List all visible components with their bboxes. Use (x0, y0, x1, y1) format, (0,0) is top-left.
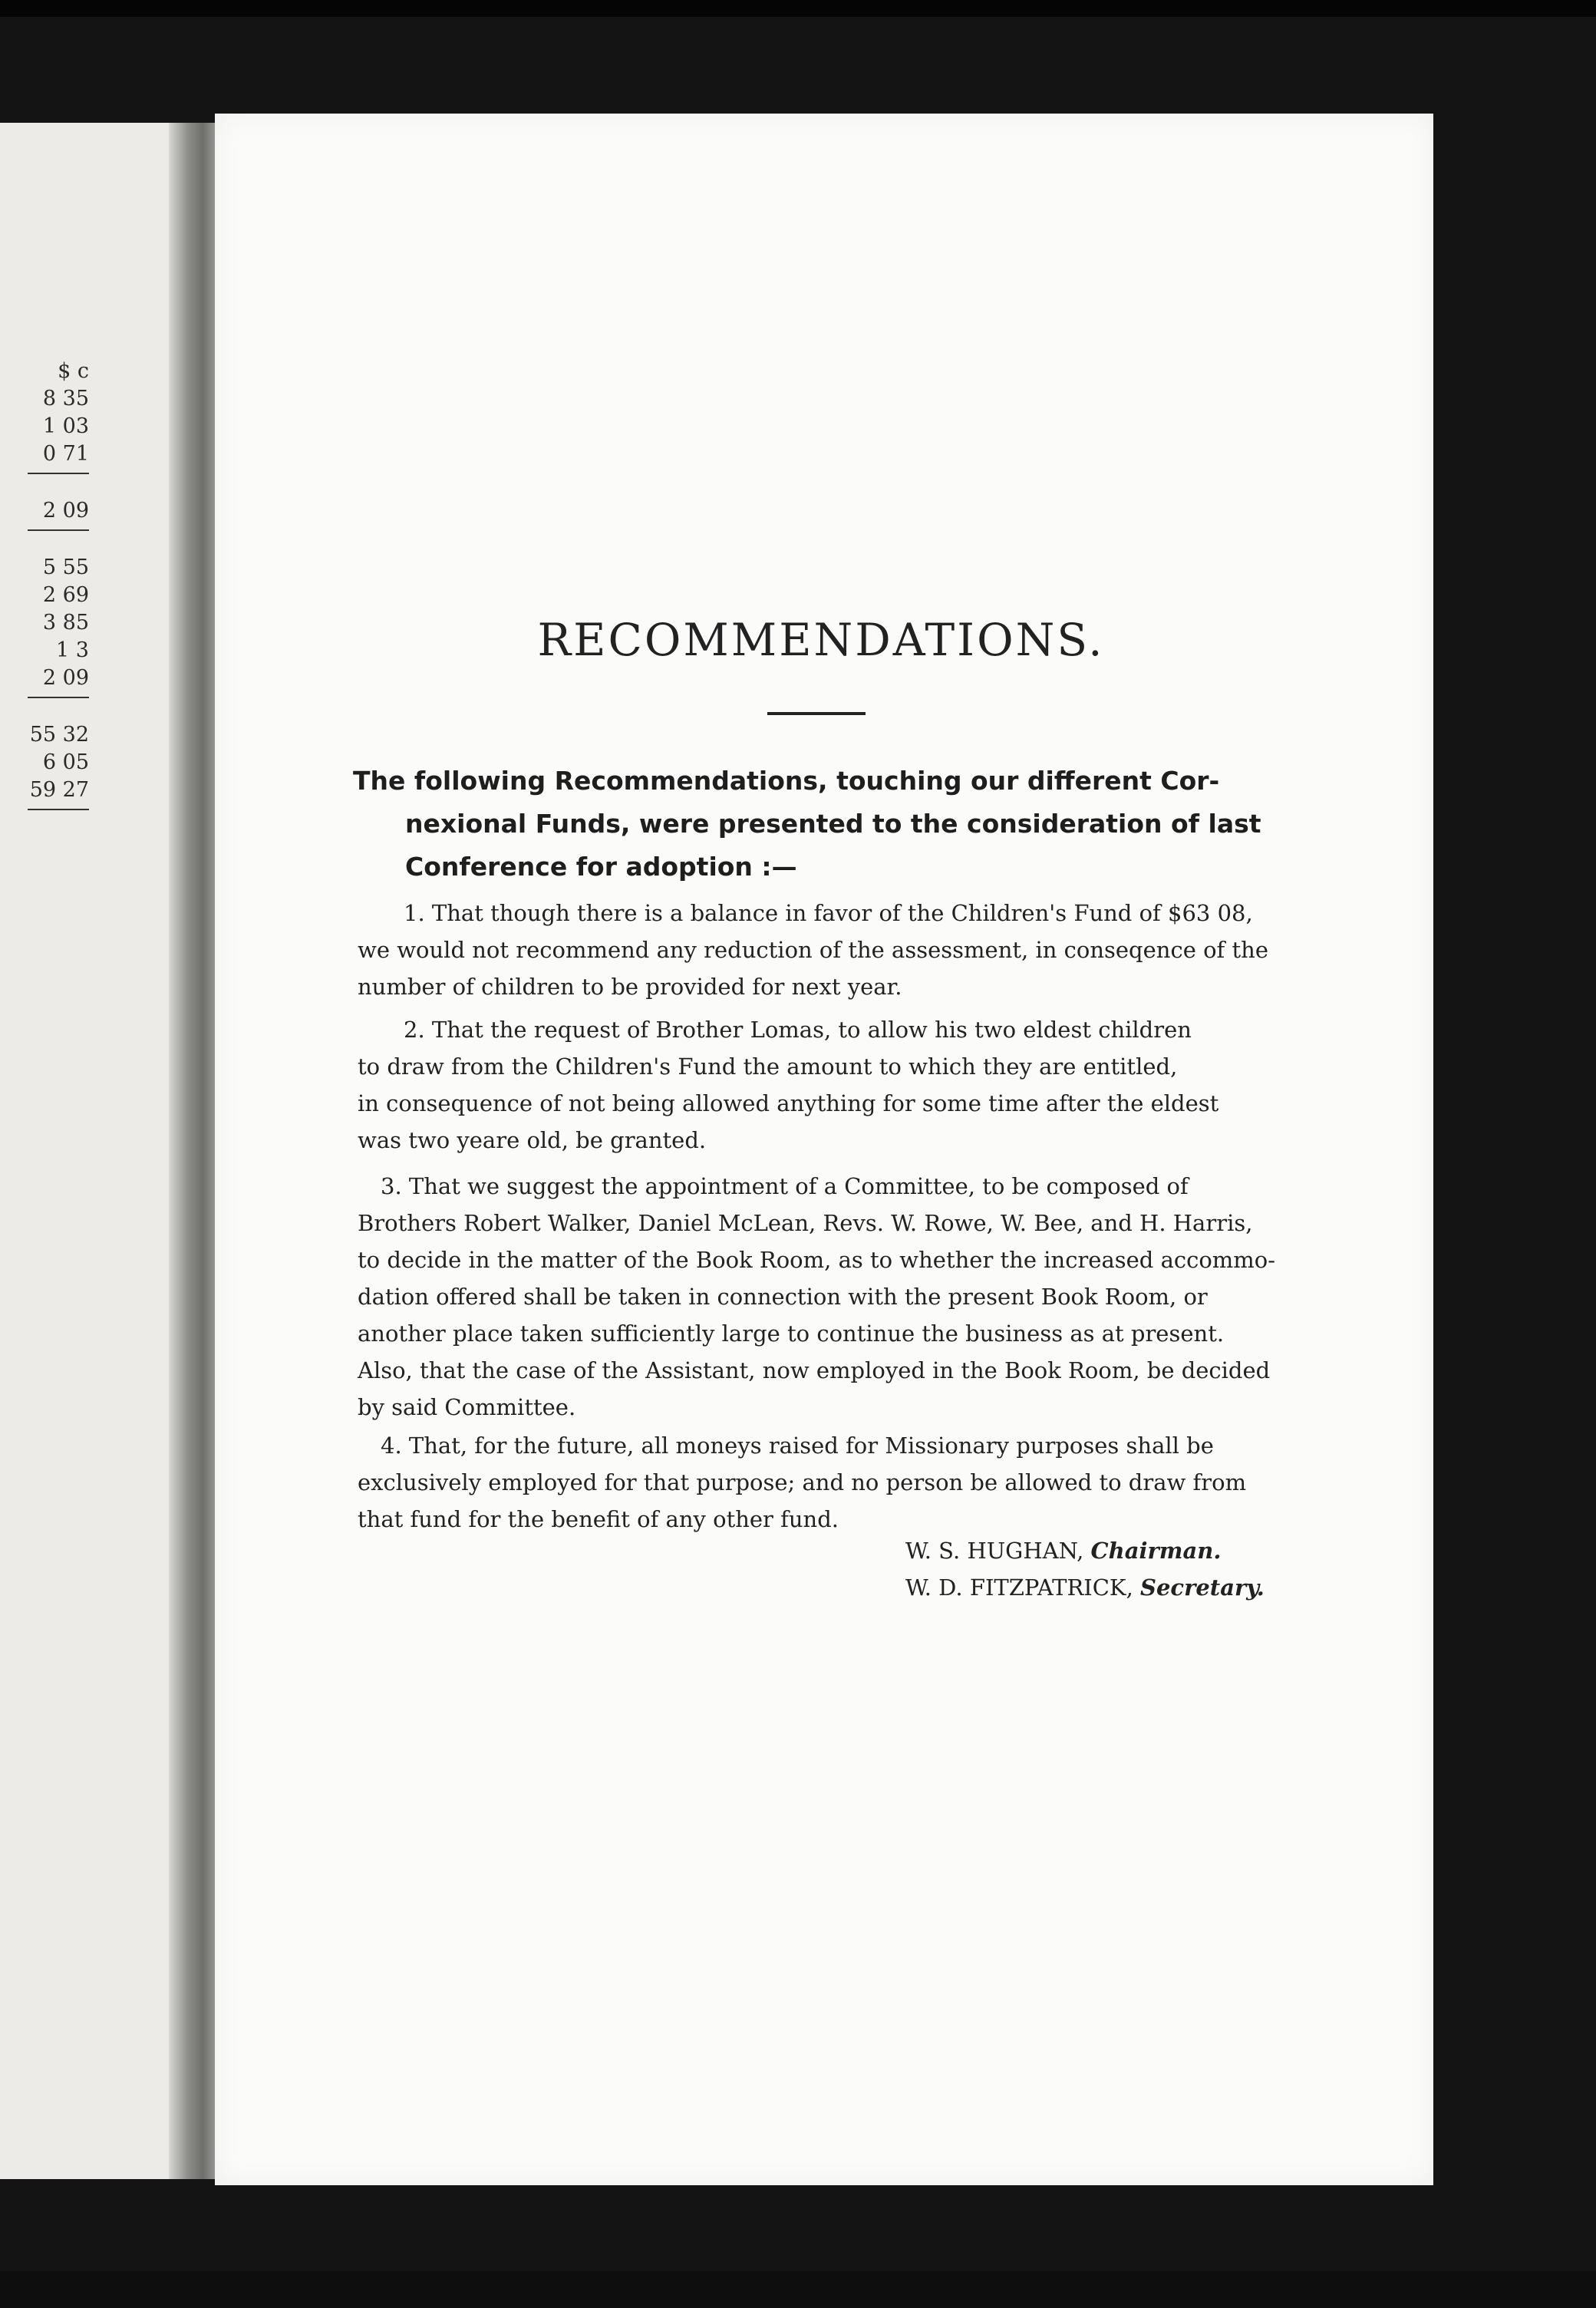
para-line: 4. That, for the future, all moneys raised for Missionary purposes shall be (381, 1433, 1214, 1459)
signature-chairman (905, 1538, 1304, 1564)
intro-line: Conference for adoption :— (405, 852, 797, 882)
intro-line: The following Recommendations, touching our different Cor- (353, 766, 1220, 796)
para-line: we would not recommend any reduction of the assessment, in conseqence of the (358, 937, 1268, 963)
para-line: another place taken sufficiently large to continue the business as at present. (358, 1321, 1225, 1347)
recommendation-2 (358, 1011, 1286, 1159)
ledger-cell: 5 55 (42, 556, 89, 579)
ledger-cell: 55 32 (29, 723, 89, 747)
ledger-cell: 59 27 (29, 778, 89, 802)
para-line: exclusively employed for that purpose; and no person be allowed to draw from (358, 1469, 1247, 1495)
bottom-border (0, 2271, 1596, 2308)
para-line: that fund for the benefit of any other fund. (358, 1506, 839, 1532)
intro-line: nexional Funds, were presented to the consideration of last (405, 809, 1261, 839)
recommendation-4 (358, 1427, 1286, 1538)
para-line: to decide in the matter of the Book Room, as to whether the increased accommo- (358, 1247, 1276, 1273)
intro-paragraph (353, 760, 1289, 889)
ledger-cell: 3 85 (42, 611, 89, 635)
ledger-cell: 1 03 (42, 414, 89, 438)
ledger-rule (28, 809, 89, 810)
ledger-cell: 1 3 (56, 638, 89, 662)
signature-name: W. D. FITZPATRICK, (905, 1574, 1133, 1601)
ledger-cell: 2 09 (42, 499, 89, 523)
ledger-cell: 6 05 (42, 750, 89, 774)
ledger-cell: 8 35 (42, 387, 89, 410)
recommendation-3 (358, 1168, 1286, 1426)
para-line: in consequence of not being allowed anything for some time after the eldest (358, 1090, 1219, 1116)
signature-secretary (905, 1574, 1304, 1601)
signature-name: W. S. HUGHAN, (905, 1538, 1084, 1564)
title-rule (767, 712, 866, 715)
top-border (0, 0, 1596, 17)
page-title: RECOMMENDATIONS. (537, 614, 1105, 666)
para-line: Brothers Robert Walker, Daniel McLean, Revs. W. Rowe, W. Bee, and H. Harris, (358, 1210, 1253, 1236)
para-line: 1. That though there is a balance in favor of the Children's Fund of $63 08, (404, 900, 1253, 926)
ledger-cell: 0 71 (42, 442, 89, 466)
para-line: Also, that the case of the Assistant, now employed in the Book Room, be decided (358, 1357, 1271, 1383)
para-line: number of children to be provided for next year. (358, 974, 902, 1000)
para-line: by said Committee. (358, 1394, 576, 1420)
signature-role: Chairman. (1090, 1538, 1222, 1564)
ledger-cell: $ c (58, 359, 89, 383)
ledger-rule (28, 473, 89, 474)
signature-role: Secretary. (1140, 1574, 1265, 1601)
para-line: to draw from the Children's Fund the amount to which they are entitled, (358, 1053, 1178, 1080)
ledger-rule (28, 529, 89, 531)
ledger-rule (28, 697, 89, 698)
para-line: was two yeare old, be granted. (358, 1127, 707, 1153)
para-line: 2. That the request of Brother Lomas, to allow his two eldest children (404, 1017, 1192, 1043)
ledger-cell: 2 09 (42, 666, 89, 690)
ledger-cell: 2 69 (42, 583, 89, 607)
para-line: dation offered shall be taken in connection with the present Book Room, or (358, 1284, 1208, 1310)
para-line: 3. That we suggest the appointment of a Committee, to be composed of (381, 1173, 1189, 1199)
recommendation-1 (358, 895, 1286, 1005)
